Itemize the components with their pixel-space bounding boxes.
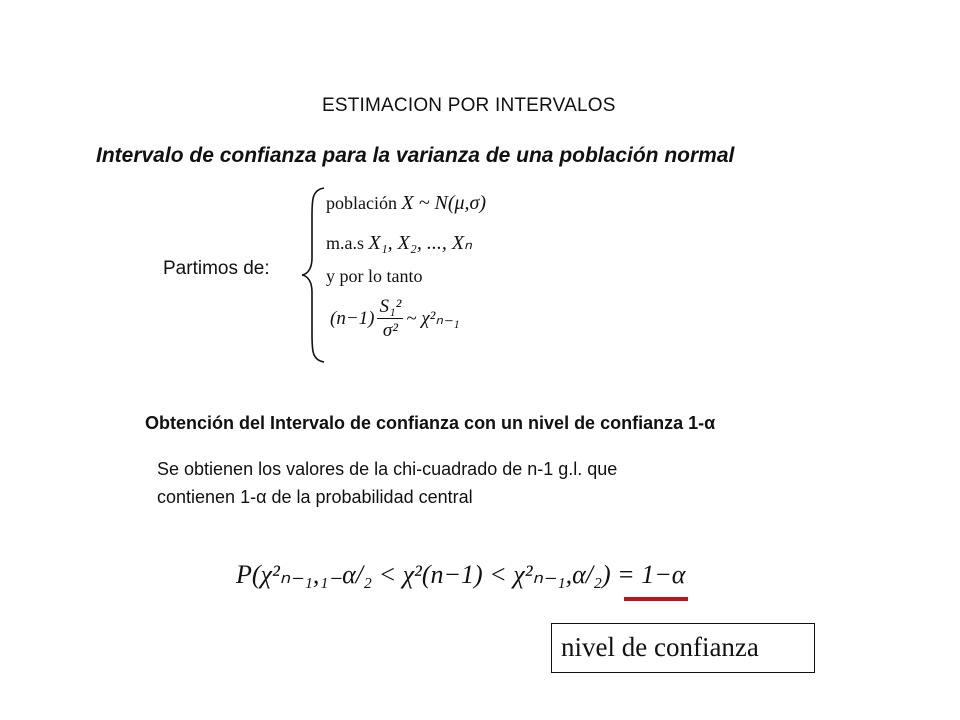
pivot-fraction bbox=[377, 296, 403, 343]
page-title: ESTIMACION POR INTERVALOS bbox=[322, 95, 616, 116]
explanation-line-2: contienen 1-α de la probabilidad central bbox=[157, 487, 473, 507]
sample-word: m.a.s bbox=[326, 233, 364, 253]
pivot-right: ~ χ²ₙ₋₁ bbox=[406, 307, 460, 329]
pivot-numerator: S₁² bbox=[379, 296, 402, 317]
pivot-denominator: σ² bbox=[382, 320, 398, 341]
sample-expr: X₁, X₂, ..., Xₙ bbox=[368, 232, 473, 254]
pivot-left: (n−1) bbox=[330, 307, 375, 329]
left-brace bbox=[300, 186, 328, 364]
obtaining-title: Obtención del Intervalo de confianza con un nivel de confianza 1-α bbox=[145, 413, 716, 433]
confidence-level-label: nivel de confianza bbox=[551, 623, 815, 673]
connector-text: y por lo tanto bbox=[326, 266, 423, 286]
premise-label: Partimos de: bbox=[163, 258, 270, 279]
highlight-underline bbox=[624, 597, 688, 601]
pivot-formula bbox=[330, 296, 460, 343]
explanation-line-1: Se obtienen los valores de la chi-cuadrado de n-1 g.l. que bbox=[157, 459, 618, 479]
population-word: población bbox=[326, 193, 397, 213]
population-expr: X ~ N(μ,σ) bbox=[401, 192, 487, 214]
population-condition bbox=[326, 192, 486, 215]
section-subtitle: Intervalo de confianza para la varianza de una población normal bbox=[96, 144, 735, 167]
probability-equation: P(χ²ₙ₋₁,₁₋α/₂ < χ²(n−1) < χ²ₙ₋₁,α/₂) = 1−α bbox=[236, 560, 686, 589]
sample-condition bbox=[326, 230, 472, 255]
